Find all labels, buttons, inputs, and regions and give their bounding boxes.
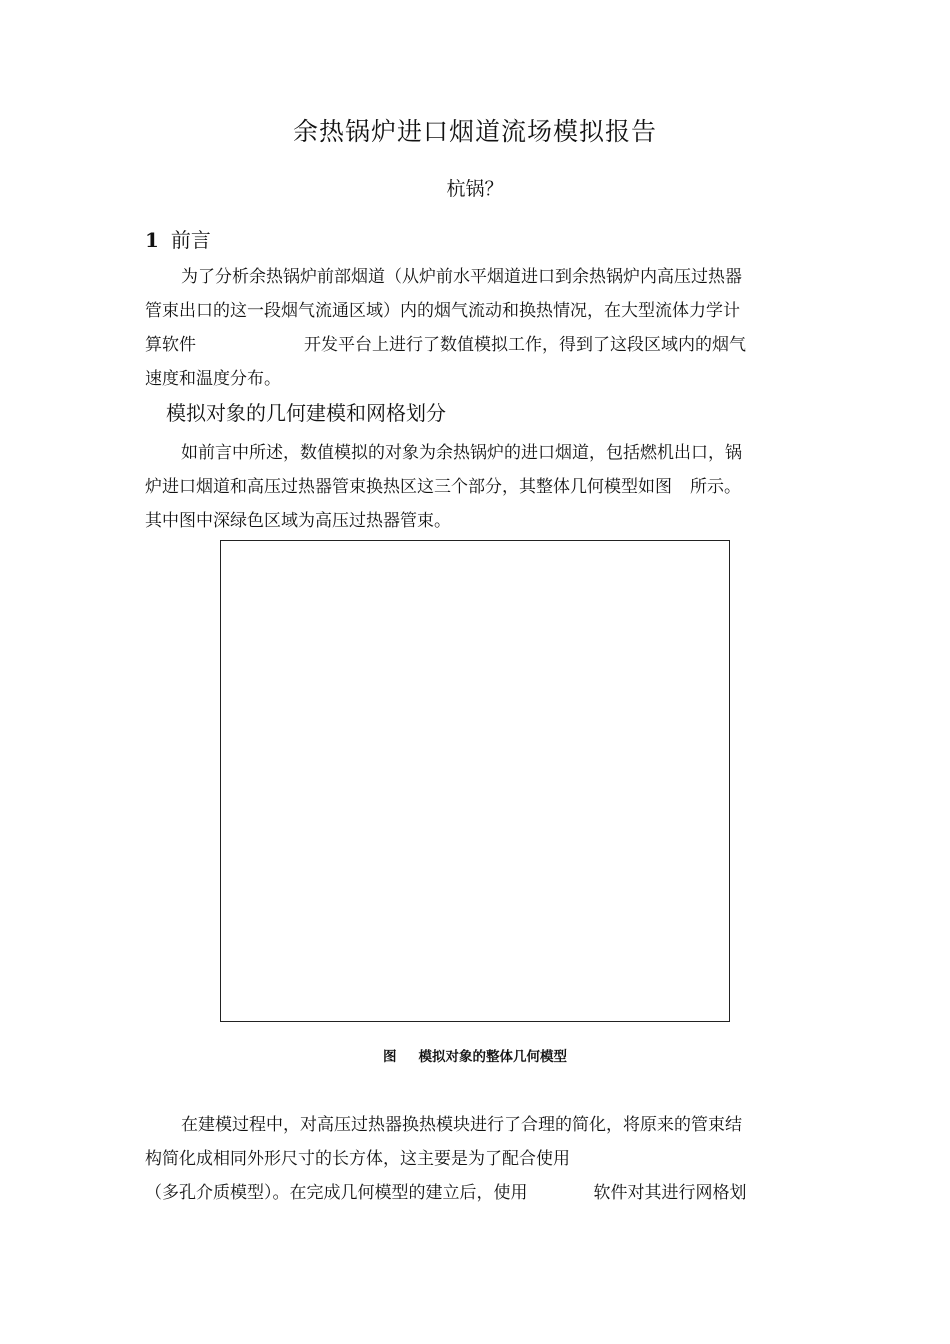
paragraph-fragment: 算软件 [145,335,196,355]
modeling-paragraph [145,1108,810,1210]
paragraph-line: 其中图中深绿色区域为高压过热器管束。 [145,511,451,531]
paragraph-line: 在建模过程中，对高压过热器换热模块进行了合理的简化，将原来的管束结 [181,1115,742,1135]
paragraph-line: 速度和温度分布。 [145,369,281,389]
paragraph-line: 管束出口的这一段烟气流通区域）内的烟气流动和换热情况，在大型流体力学计 [145,301,740,321]
paragraph-fragment: 软件对其进行网格划 [593,1183,747,1203]
paragraph-line: 为了分析余热锅炉前部烟道（从炉前水平烟道进口到余热锅炉内高压过热器 [181,267,742,287]
intro-paragraph [145,260,810,396]
figure-placeholder [220,540,730,1022]
figure-caption [0,1045,950,1065]
document-author: 杭锅？ [446,178,504,200]
paragraph-fragment: 所示。 [690,477,741,497]
paragraph-line: 构简化成相同外形尺寸的长方体，这主要是为了配合使用 [145,1149,570,1169]
paragraph-fragment: （多孔介质模型）。在完成几何模型的建立后，使用 [145,1183,528,1203]
geometry-paragraph [145,436,810,538]
section-number: 1 [145,228,159,252]
figure-label: 图 [383,1049,397,1065]
section-1-heading [145,224,211,253]
paragraph-fragment: 开发平台上进行了数值模拟工作，得到了这段区域内的烟气 [304,335,746,355]
paragraph-line [145,470,810,504]
paragraph-line [145,1176,810,1210]
paragraph-line: 如前言中所述，数值模拟的对象为余热锅炉的进口烟道，包括燃机出口，锅 [181,443,742,463]
section-2-heading: 模拟对象的几何建模和网格划分 [166,401,446,425]
figure-caption-text: 模拟对象的整体几何模型 [418,1049,567,1065]
paragraph-line [145,328,810,362]
section-title: 前言 [170,228,211,252]
document-title: 余热锅炉进口烟道流场模拟报告 [292,117,657,146]
paragraph-fragment: 炉进口烟道和高压过热器管束换热区这三个部分，其整体几何模型如图 [145,477,672,497]
